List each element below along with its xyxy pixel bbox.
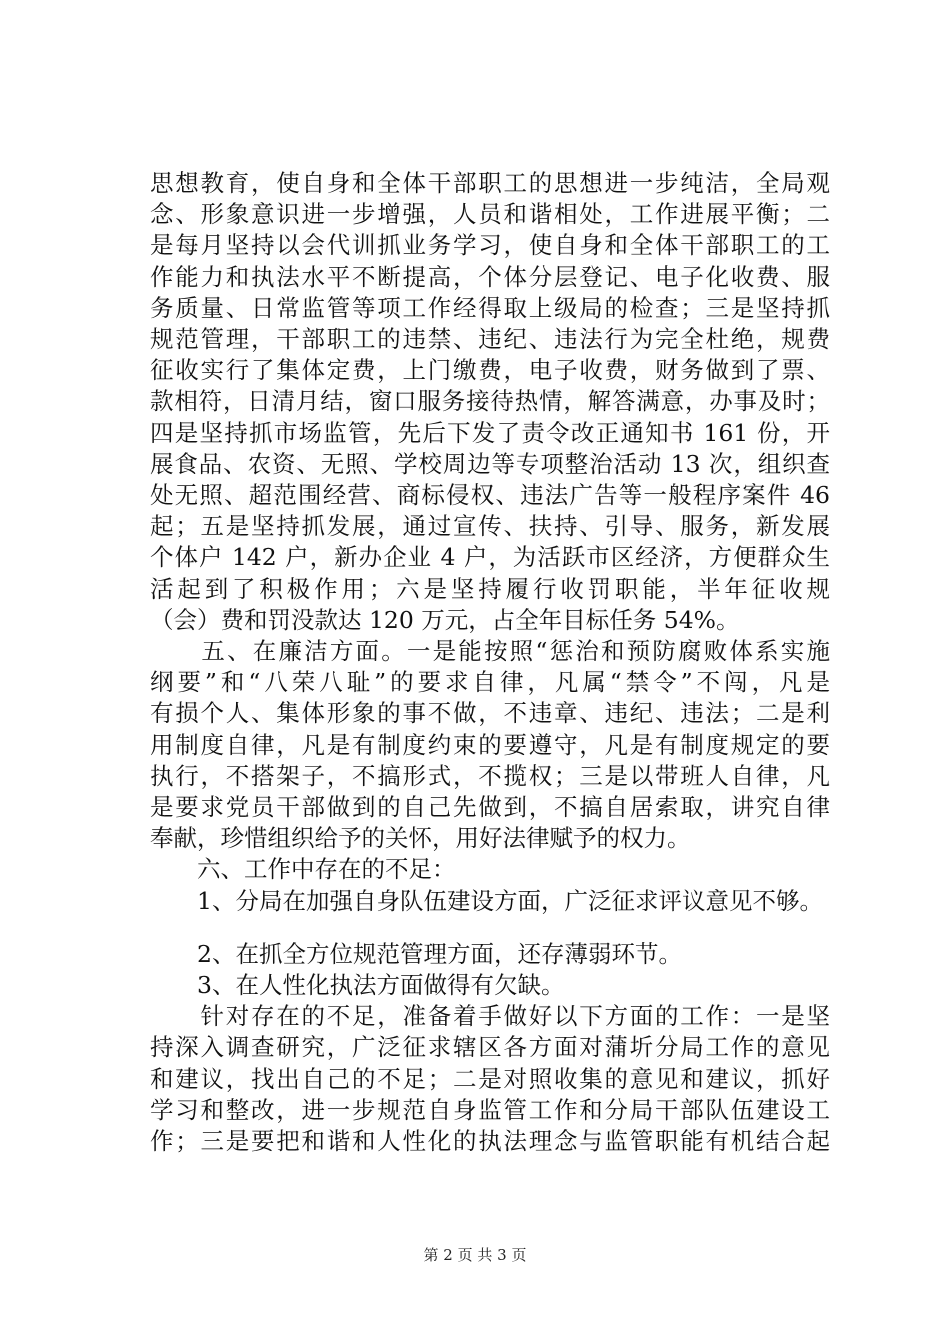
body-line: 个体户 142 户，新办企业 4 户，为活跃市区经济，方便群众生 xyxy=(150,543,830,571)
body-line: 征收实行了集体定费，上门缴费，电子收费，财务做到了票、 xyxy=(150,356,830,384)
body-line: 纲要”和“八荣八耻”的要求自律，凡属“禁令”不闯，凡是 xyxy=(150,668,830,696)
body-line: 针对存在的不足，准备着手做好以下方面的工作：一是坚 xyxy=(150,1002,830,1030)
body-line: 思想教育，使自身和全体干部职工的思想进一步纯洁，全局观 xyxy=(150,169,830,197)
body-line: 活起到了积极作用；六是坚持履行收罚职能，半年征收规 xyxy=(150,575,830,603)
body-line: 作能力和执法水平不断提高，个体分层登记、电子化收费、服 xyxy=(150,263,830,291)
body-line: 作；三是要把和谐和人性化的执法理念与监管职能有机结合起 xyxy=(150,1127,830,1155)
body-line: 念、形象意识进一步增强，人员和谐相处，工作进展平衡；二 xyxy=(150,200,830,228)
body-line: 持深入调查研究，广泛征求辖区各方面对蒲圻分局工作的意见 xyxy=(150,1033,830,1061)
body-line: 四是坚持抓市场监管，先后下发了责令改正通知书 161 份，开 xyxy=(150,419,830,447)
body-line: 1、分局在加强自身队伍建设方面，广泛征求评议意见不够。 xyxy=(150,887,823,915)
body-line: 有损个人、集体形象的事不做，不违章、违纪、违法；二是利 xyxy=(150,699,830,727)
body-line: 3、在人性化执法方面做得有欠缺。 xyxy=(150,971,565,999)
body-line: 处无照、超范围经营、商标侵权、违法广告等一般程序案件 46 xyxy=(150,481,830,509)
body-line: 起；五是坚持抓发展，通过宣传、扶持、引导、服务，新发展 xyxy=(150,512,830,540)
section-heading: 六、工作中存在的不足： xyxy=(150,855,456,883)
body-line: 2、在抓全方位规范管理方面，还存薄弱环节。 xyxy=(150,940,682,968)
body-line: 务质量、日常监管等项工作经得取上级局的检查；三是坚持抓 xyxy=(150,294,830,322)
body-line: 是每月坚持以会代训抓业务学习，使自身和全体干部职工的工 xyxy=(150,231,830,259)
body-line: 和建议，找出自己的不足；二是对照收集的意见和建议，抓好 xyxy=(150,1065,830,1093)
body-line: 执行，不搭架子，不搞形式，不揽权；三是以带班人自律，凡 xyxy=(150,762,830,790)
body-line: 是要求党员干部做到的自己先做到，不搞自居索取，讲究自律 xyxy=(150,793,830,821)
body-line: 展食品、农资、无照、学校周边等专项整治活动 13 次，组织查 xyxy=(150,450,830,478)
body-line: 奉献，珍惜组织给予的关怀，用好法律赋予的权力。 xyxy=(150,824,691,852)
page-number-footer: 第 2 页 共 3 页 xyxy=(423,1246,527,1264)
body-line: 用制度自律，凡是有制度约束的要遵守，凡是有制度规定的要 xyxy=(150,731,830,759)
body-line: 规范管理，干部职工的违禁、违纪、违法行为完全杜绝，规费 xyxy=(150,325,830,353)
body-line: 学习和整改，进一步规范自身监管工作和分局干部队伍建设工 xyxy=(150,1096,830,1124)
body-line: （会）费和罚没款达 120 万元，占全年目标任务 54%。 xyxy=(150,606,740,634)
body-line: 款相符，日清月结，窗口服务接待热情，解答满意，办事及时； xyxy=(150,387,830,415)
body-line: 五、在廉洁方面。一是能按照“惩治和预防腐败体系实施 xyxy=(150,637,830,665)
